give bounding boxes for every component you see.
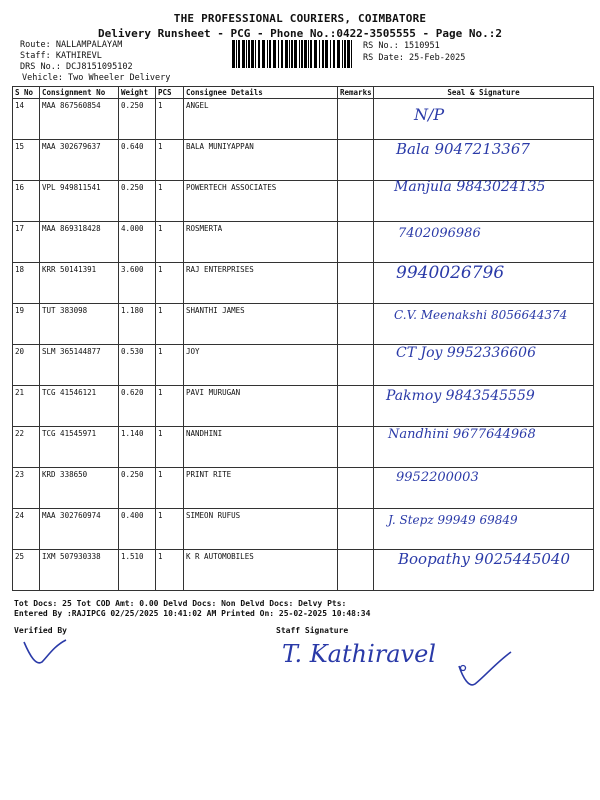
row-consignment-no: MAA 302760974 (40, 509, 119, 550)
handwritten-signature: Manjula 9843024135 (394, 179, 546, 195)
row-consignment-no: TCG 41546121 (40, 386, 119, 427)
row-signature (374, 345, 594, 386)
barcode (232, 40, 354, 68)
row-pcs: 1 (156, 345, 184, 386)
row-signature (374, 304, 594, 345)
row-weight: 0.250 (119, 181, 156, 222)
row-sno: 18 (13, 263, 40, 304)
row-weight: 0.250 (119, 468, 156, 509)
row-consignment-no: MAA 302679637 (40, 140, 119, 181)
row-sno: 17 (13, 222, 40, 263)
runsheet-table (12, 86, 594, 591)
col-sno: S No (13, 87, 40, 99)
row-remarks (338, 550, 374, 591)
row-consignment-no: MAA 869318428 (40, 222, 119, 263)
handwritten-signature: N/P (414, 105, 445, 124)
row-weight: 3.600 (119, 263, 156, 304)
row-sno: 25 (13, 550, 40, 591)
row-consignee: NANDHINI (184, 427, 338, 468)
row-weight: 0.640 (119, 140, 156, 181)
table-header (13, 87, 594, 99)
col-consignee: Consignee Details (184, 87, 338, 99)
row-weight: 4.000 (119, 222, 156, 263)
row-remarks (338, 99, 374, 140)
row-signature (374, 222, 594, 263)
row-weight: 1.180 (119, 304, 156, 345)
row-consignment-no: IXM 507930338 (40, 550, 119, 591)
row-remarks (338, 468, 374, 509)
row-remarks (338, 386, 374, 427)
row-sno: 21 (13, 386, 40, 427)
entered-by-line: Entered By :RAJIPCG 02/25/2025 10:41:02 AM Printed On: 25-02-2025 10:48:34 (14, 609, 371, 618)
row-consignee: RAJ ENTERPRISES (184, 263, 338, 304)
row-pcs: 1 (156, 140, 184, 181)
handwritten-signature: J. Stepz 99949 69849 (388, 513, 518, 527)
row-consignee: K R AUTOMOBILES (184, 550, 338, 591)
row-weight: 1.140 (119, 427, 156, 468)
row-remarks (338, 509, 374, 550)
handwritten-signature: 9940026796 (396, 263, 505, 283)
row-pcs: 1 (156, 222, 184, 263)
row-signature (374, 140, 594, 181)
row-remarks (338, 427, 374, 468)
handwritten-signature: C.V. Meenakshi 8056644374 (394, 308, 568, 322)
row-sno: 14 (13, 99, 40, 140)
row-remarks (338, 222, 374, 263)
table-row (13, 509, 594, 550)
row-consignment-no: KRR 50141391 (40, 263, 119, 304)
row-remarks (338, 304, 374, 345)
totals-line: Tot Docs: 25 Tot COD Amt: 0.00 Delvd Docs: Non Delvd Docs: Delvy Pts: (14, 599, 347, 608)
staff-label: Staff: KATHIREVL (20, 51, 102, 61)
row-consignee: ROSMERTA (184, 222, 338, 263)
row-sno: 22 (13, 427, 40, 468)
col-remarks: Remarks (338, 87, 374, 99)
table-row (13, 550, 594, 591)
row-pcs: 1 (156, 386, 184, 427)
table-row (13, 386, 594, 427)
row-consignee: PRINT RITE (184, 468, 338, 509)
row-consignment-no: MAA 867560854 (40, 99, 119, 140)
row-consignment-no: TCG 41545971 (40, 427, 119, 468)
row-consignee: JOY (184, 345, 338, 386)
table-row (13, 222, 594, 263)
verifier-signature (10, 630, 80, 670)
row-remarks (338, 140, 374, 181)
row-pcs: 1 (156, 99, 184, 140)
handwritten-signature: Pakmoy 9843545559 (386, 388, 535, 404)
row-signature (374, 99, 594, 140)
row-sno: 16 (13, 181, 40, 222)
row-weight: 1.510 (119, 550, 156, 591)
drs-number: DRS No.: DCJ8151095102 (20, 62, 133, 72)
table-row (13, 345, 594, 386)
row-remarks (338, 263, 374, 304)
row-consignee: POWERTECH ASSOCIATES (184, 181, 338, 222)
staff-signature-flourish (445, 648, 525, 698)
row-sno: 20 (13, 345, 40, 386)
row-consignee: BALA MUNIYAPPAN (184, 140, 338, 181)
row-remarks (338, 181, 374, 222)
row-pcs: 1 (156, 181, 184, 222)
rs-number: RS No.: 1510951 (363, 41, 440, 51)
col-consignment: Consignment No (40, 87, 119, 99)
rs-date: RS Date: 25-Feb-2025 (363, 53, 466, 63)
table-row (13, 263, 594, 304)
handwritten-signature: Boopathy 9025445040 (398, 550, 570, 568)
col-signature: Seal & Signature (374, 87, 594, 99)
row-pcs: 1 (156, 304, 184, 345)
row-consignee: PAVI MURUGAN (184, 386, 338, 427)
table-row (13, 304, 594, 345)
staff-signature-label: Staff Signature (276, 626, 349, 635)
col-pcs: PCS (156, 87, 184, 99)
handwritten-signature: Bala 9047213367 (396, 140, 530, 158)
row-consignee: ANGEL (184, 99, 338, 140)
vehicle-label: Vehicle: Two Wheeler Delivery (22, 73, 171, 83)
row-pcs: 1 (156, 468, 184, 509)
row-weight: 0.400 (119, 509, 156, 550)
row-weight: 0.530 (119, 345, 156, 386)
row-sno: 19 (13, 304, 40, 345)
row-signature (374, 386, 594, 427)
handwritten-signature: Nandhini 9677644968 (388, 427, 536, 442)
row-sno: 24 (13, 509, 40, 550)
verified-by-label: Verified By (14, 626, 67, 635)
row-consignment-no: VPL 949811541 (40, 181, 119, 222)
table-row (13, 99, 594, 140)
table-row (13, 181, 594, 222)
row-consignee: SHANTHI JAMES (184, 304, 338, 345)
table-row (13, 427, 594, 468)
row-pcs: 1 (156, 509, 184, 550)
row-sno: 15 (13, 140, 40, 181)
row-signature (374, 181, 594, 222)
row-weight: 0.620 (119, 386, 156, 427)
staff-signature-text: T. Kathiravel (282, 640, 436, 668)
handwritten-signature: 7402096986 (398, 226, 481, 241)
table-row (13, 140, 594, 181)
row-signature (374, 550, 594, 591)
route-label: Route: NALLAMPALAYAM (20, 40, 123, 50)
row-pcs: 1 (156, 427, 184, 468)
row-signature (374, 468, 594, 509)
row-consignment-no: TUT 383098 (40, 304, 119, 345)
row-pcs: 1 (156, 263, 184, 304)
document-title: THE PROFESSIONAL COURIERS, COIMBATORE (173, 12, 427, 25)
row-consignment-no: SLM 365144877 (40, 345, 119, 386)
row-signature (374, 427, 594, 468)
row-sno: 23 (13, 468, 40, 509)
handwritten-signature: 9952200003 (396, 470, 479, 485)
table-row (13, 468, 594, 509)
row-remarks (338, 345, 374, 386)
handwritten-signature: CT Joy 9952336606 (396, 345, 536, 361)
row-consignee: SIMEON RUFUS (184, 509, 338, 550)
row-consignment-no: KRD 338650 (40, 468, 119, 509)
col-weight: Weight (119, 87, 156, 99)
row-signature (374, 263, 594, 304)
row-signature (374, 509, 594, 550)
document-subtitle: Delivery Runsheet - PCG - Phone No.:0422-3505555 - Page No.:2 (98, 27, 502, 40)
row-weight: 0.250 (119, 99, 156, 140)
row-pcs: 1 (156, 550, 184, 591)
